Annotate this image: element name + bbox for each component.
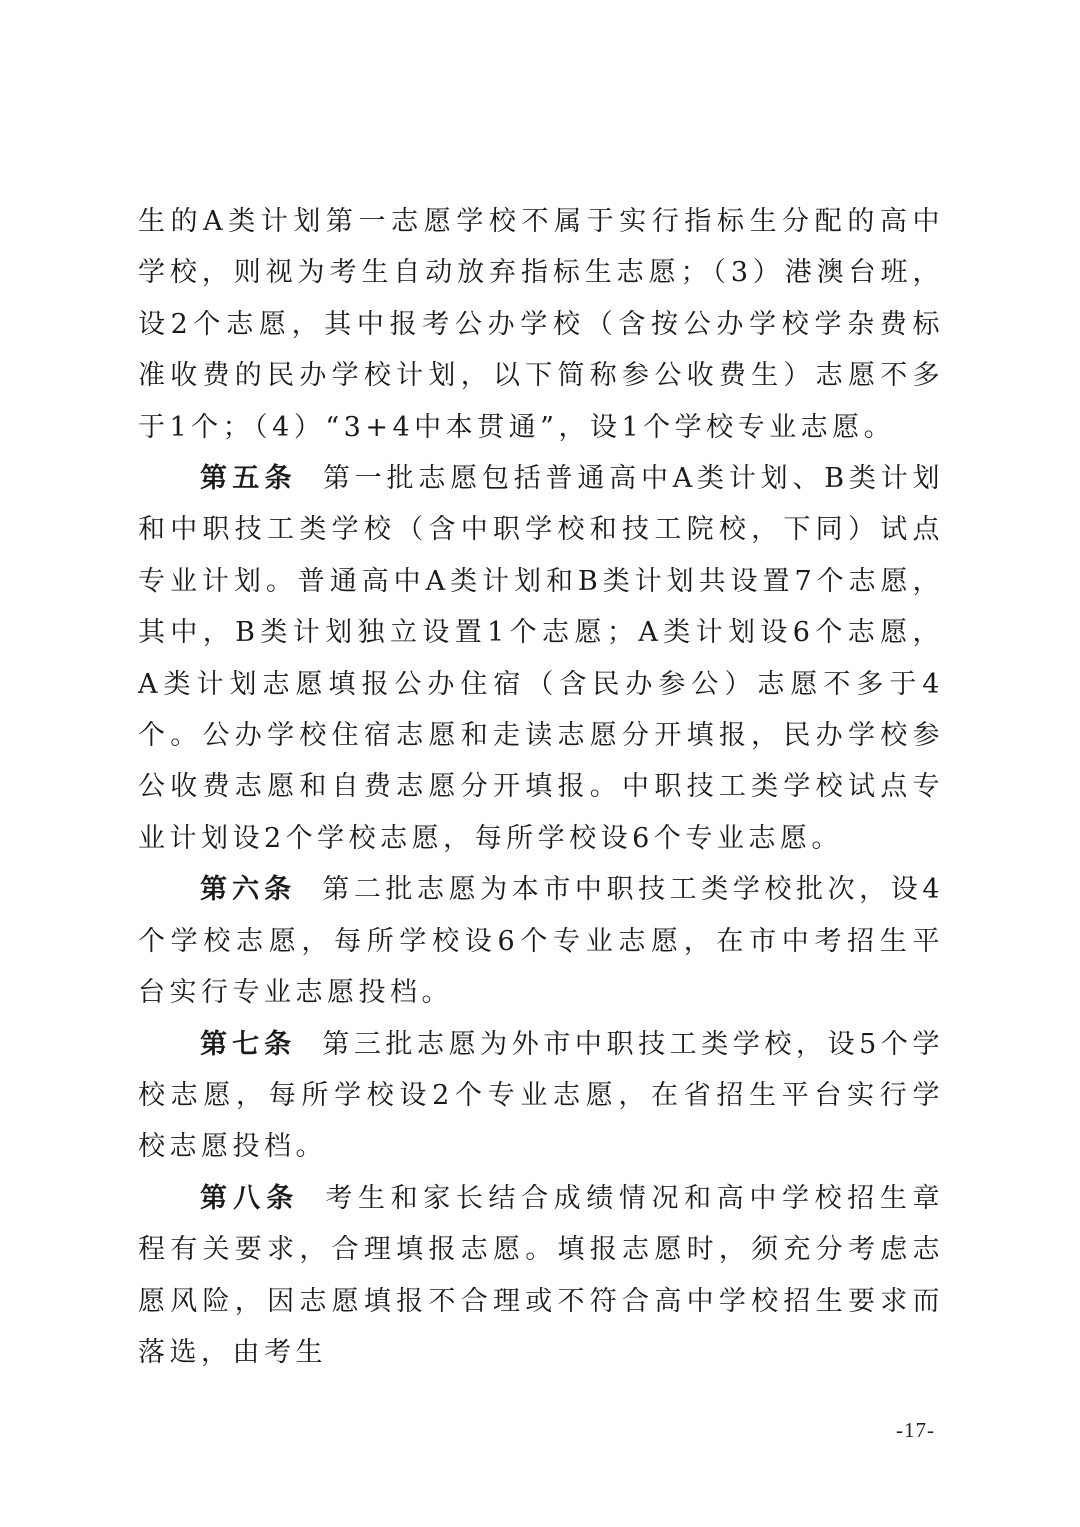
article-5-text: 第一批志愿包括普通高中A类计划、B类计划和中职技工类学校（含中职学校和技工院校，下同）试点专业计划。普通高中A类计划和B类计划共设置7个志愿，其中，B类计划独立设置1个志愿；A类计划设6个志愿，A类计划志愿填报公办住宿（含民办参公）志愿不多于4个。公办学校住宿志愿和走读志愿分开填报，民办学校参公收费志愿和自费志愿分开填报。中职技工类学校试点专业计划设2个学校志愿，每所学校设6个专业志愿。	[138, 463, 945, 854]
article-6-text: 第二批志愿为本市中职技工类学校批次，设4个学校志愿，每所学校设6个专业志愿，在市中考招生平台实行专业志愿投档。	[138, 874, 944, 1009]
article-5-paragraph	[138, 453, 944, 864]
document-body	[138, 196, 944, 1378]
article-7-label: 第七条	[200, 1028, 297, 1060]
page-number: -17-	[896, 1418, 935, 1442]
article-5-label: 第五条	[200, 463, 297, 495]
article-7-text: 第三批志愿为外市中职技工类学校，设5个学校志愿，每所学校设2个专业志愿，在省招生平台实行学校志愿投档。	[138, 1028, 944, 1163]
article-7-paragraph	[138, 1019, 944, 1173]
article-8-label: 第八条	[200, 1182, 300, 1214]
paragraph-continuation	[138, 196, 944, 453]
article-6-paragraph	[138, 864, 944, 1018]
article-6-label: 第六条	[200, 874, 297, 906]
article-8-text: 考生和家长结合成绩情况和高中学校招生章程有关要求，合理填报志愿。填报志愿时，须充分考虑志愿风险，因志愿填报不合理或不符合高中学校招生要求而落选，由考生	[138, 1182, 945, 1368]
article-8-paragraph	[138, 1173, 944, 1379]
paragraph-text: 生的A类计划第一志愿学校不属于实行指标生分配的高中学校，则视为考生自动放弃指标生志愿；（3）港澳台班，设2个志愿，其中报考公办学校（含按公办学校学杂费标准收费的民办学校计划，以下简称参公收费生）志愿不多于1个；（4）“3+4中本贯通”，设1个学校专业志愿。	[138, 206, 944, 443]
